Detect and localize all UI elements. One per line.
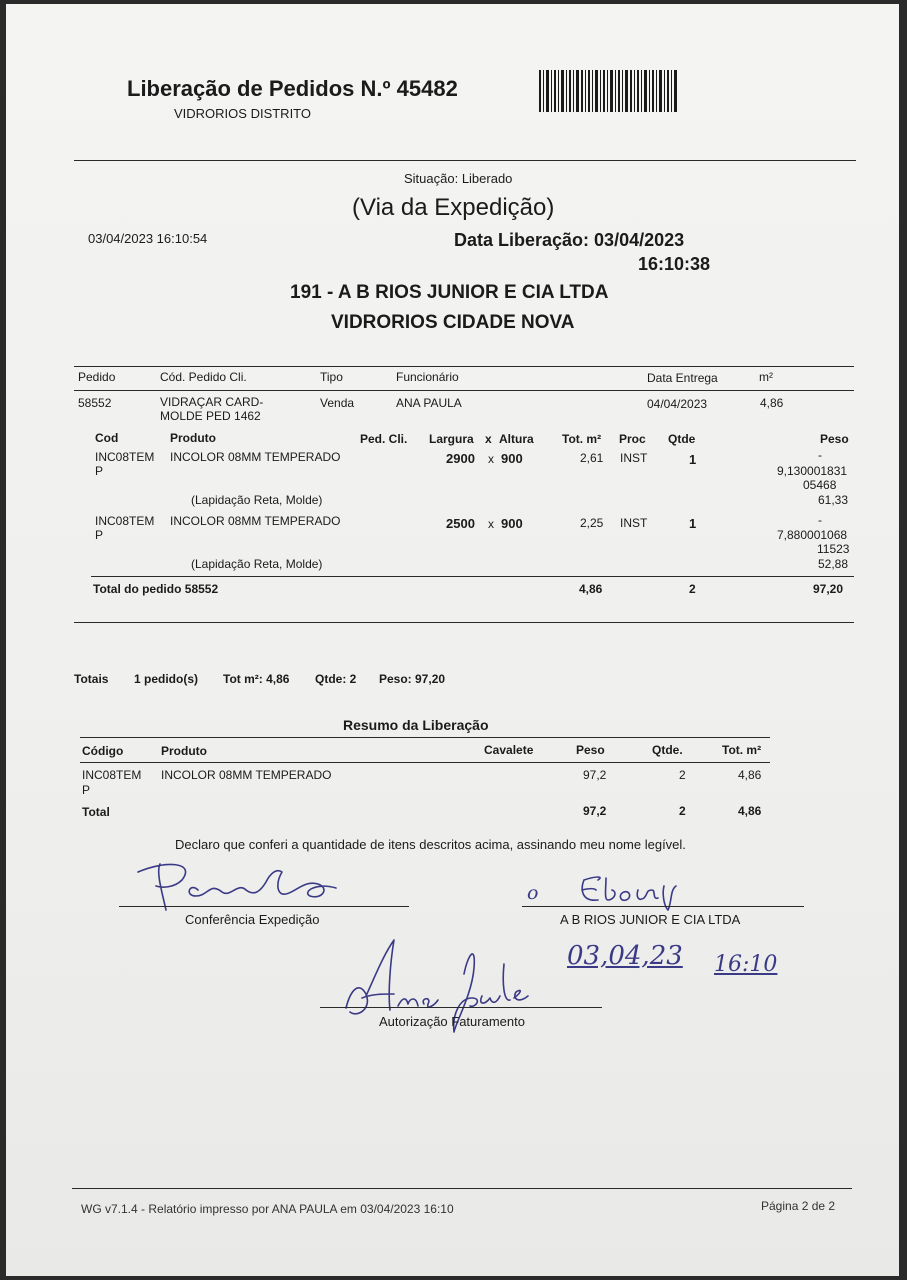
summary-col-produto: Produto <box>161 744 207 758</box>
authorization-label: Autorização Faturamento <box>379 1014 525 1029</box>
item-qty: 1 <box>689 452 697 467</box>
item-weight-cont: 11523 <box>817 542 850 556</box>
item-x: x <box>488 452 494 466</box>
col-m2: m² <box>759 370 773 384</box>
table-bottom-rule <box>74 622 854 623</box>
footer-rule <box>72 1188 852 1189</box>
order-total-weight: 97,20 <box>813 582 844 596</box>
client-order-code: VIDRAÇAR CARD- <box>160 395 264 409</box>
table-top-rule <box>74 366 854 367</box>
totals-m2: Tot m²: 4,86 <box>223 672 290 686</box>
col-altura: Altura <box>499 432 534 446</box>
item-weight: 9,130001831 <box>777 464 848 478</box>
col-cod: Cod <box>95 431 119 445</box>
summary-title: Resumo da Liberação <box>343 717 489 733</box>
summary-total-label: Total <box>82 805 110 819</box>
order-total-rule <box>91 576 854 577</box>
summary-weight: 97,2 <box>583 768 607 782</box>
company-subtitle: VIDRORIOS DISTRITO <box>174 106 311 121</box>
totals-qty: Qtde: 2 <box>315 672 357 686</box>
col-funcionario: Funcionário <box>396 370 459 384</box>
summary-total-qty: 2 <box>679 804 686 818</box>
order-total-m2: 4,86 <box>579 582 603 596</box>
print-datetime: 03/04/2023 16:10:54 <box>88 231 208 246</box>
handwritten-time: 16:10 <box>714 952 778 977</box>
col-data-entrega: Data Entrega <box>647 371 718 385</box>
col-qtde: Qtde <box>668 432 696 446</box>
col-proc: Proc <box>619 432 646 446</box>
summary-col-cavalete: Cavalete <box>484 743 534 757</box>
summary-code: INC08TEM <box>82 768 142 782</box>
order-total-qty: 2 <box>689 582 696 596</box>
client-order-code-cont: MOLDE PED 1462 <box>160 409 261 423</box>
document-title: Liberação de Pedidos N.º 45482 <box>127 76 458 101</box>
conference-label: Conferência Expedição <box>185 912 320 927</box>
item-x: x <box>488 517 494 531</box>
item-proc: INST <box>620 516 648 530</box>
summary-col-codigo: Código <box>82 744 124 758</box>
client-name: 191 - A B RIOS JUNIOR E CIA LTDA <box>290 282 609 303</box>
col-peso: Peso <box>820 432 849 446</box>
client-signature-prefix: o <box>527 882 539 904</box>
item-tot-m2: 2,25 <box>580 516 604 530</box>
item-width: 2500 <box>446 516 475 531</box>
summary-col-tot-m2: Tot. m² <box>722 743 762 757</box>
item-weight-dash: - <box>818 448 822 462</box>
summary-code-cont: P <box>82 783 91 797</box>
item-product: INCOLOR 08MM TEMPERADO <box>170 450 341 464</box>
conference-signature-line <box>119 906 409 907</box>
footer-page-number: Página 2 de 2 <box>761 1199 836 1213</box>
declaration-text: Declaro que conferi a quantidade de itens descritos acima, assinando meu nome legível. <box>175 837 686 852</box>
status-label: Situação: Liberado <box>404 171 513 186</box>
summary-product: INCOLOR 08MM TEMPERADO <box>161 768 332 782</box>
item-code-cont: P <box>95 528 104 542</box>
col-pedido: Pedido <box>78 370 116 384</box>
totals-orders: 1 pedido(s) <box>134 672 199 686</box>
item-height: 900 <box>501 516 523 531</box>
item-product: INCOLOR 08MM TEMPERADO <box>170 514 341 528</box>
item-width: 2900 <box>446 451 475 466</box>
col-ped-cli: Ped. Cli. <box>360 432 408 446</box>
col-largura: Largura <box>429 432 474 446</box>
release-date: Data Liberação: 03/04/2023 <box>454 230 685 250</box>
summary-col-qtde: Qtde. <box>652 743 683 757</box>
item-weight-total: 52,88 <box>818 557 849 571</box>
item-code: INC08TEM <box>95 450 155 464</box>
order-type: Venda <box>320 396 355 410</box>
order-m2: 4,86 <box>760 396 784 410</box>
summary-col-peso: Peso <box>576 743 605 757</box>
item-weight-total: 61,33 <box>818 493 849 507</box>
document-page <box>6 4 899 1276</box>
copy-type-label: (Via da Expedição) <box>352 194 555 221</box>
totals-label: Totais <box>74 672 109 686</box>
client-signature-line <box>522 906 804 907</box>
item-proc: INST <box>620 451 648 465</box>
item-height: 900 <box>501 451 523 466</box>
authorization-signature-line <box>320 1007 602 1008</box>
summary-m2: 4,86 <box>738 768 762 782</box>
col-produto: Produto <box>170 431 216 445</box>
col-cod-pedido-cli: Cód. Pedido Cli. <box>160 370 247 384</box>
summary-total-weight: 97,2 <box>583 804 607 818</box>
barcode-icon <box>539 70 679 112</box>
item-weight-cont: 05468 <box>803 478 837 492</box>
release-time: 16:10:38 <box>638 254 711 274</box>
item-weight: 7,880001068 <box>777 528 848 542</box>
employee: ANA PAULA <box>396 396 462 410</box>
totals-weight: Peso: 97,20 <box>379 672 446 686</box>
client-store: VIDRORIOS CIDADE NOVA <box>331 312 575 333</box>
footer-report-info: WG v7.1.4 - Relatório impresso por ANA PAULA em 03/04/2023 16:10 <box>81 1202 454 1216</box>
item-code-cont: P <box>95 464 104 478</box>
summary-top-rule <box>80 737 770 738</box>
summary-total-m2: 4,86 <box>738 804 762 818</box>
header-divider <box>74 160 856 161</box>
order-number: 58552 <box>78 396 112 410</box>
item-notes: (Lapidação Reta, Molde) <box>191 493 323 507</box>
item-notes: (Lapidação Reta, Molde) <box>191 557 323 571</box>
item-code: INC08TEM <box>95 514 155 528</box>
delivery-date: 04/04/2023 <box>647 397 708 411</box>
handwritten-date: 03,04,23 <box>567 941 683 971</box>
table-header-rule <box>74 390 854 391</box>
col-tot-m2: Tot. m² <box>562 432 602 446</box>
col-x: x <box>485 432 492 446</box>
order-total-label: Total do pedido 58552 <box>93 582 219 596</box>
item-weight-dash: - <box>818 513 822 527</box>
item-tot-m2: 2,61 <box>580 451 604 465</box>
summary-qty: 2 <box>679 768 686 782</box>
summary-header-rule <box>80 762 770 763</box>
item-qty: 1 <box>689 516 697 531</box>
col-tipo: Tipo <box>320 370 343 384</box>
client-label: A B RIOS JUNIOR E CIA LTDA <box>560 912 741 927</box>
